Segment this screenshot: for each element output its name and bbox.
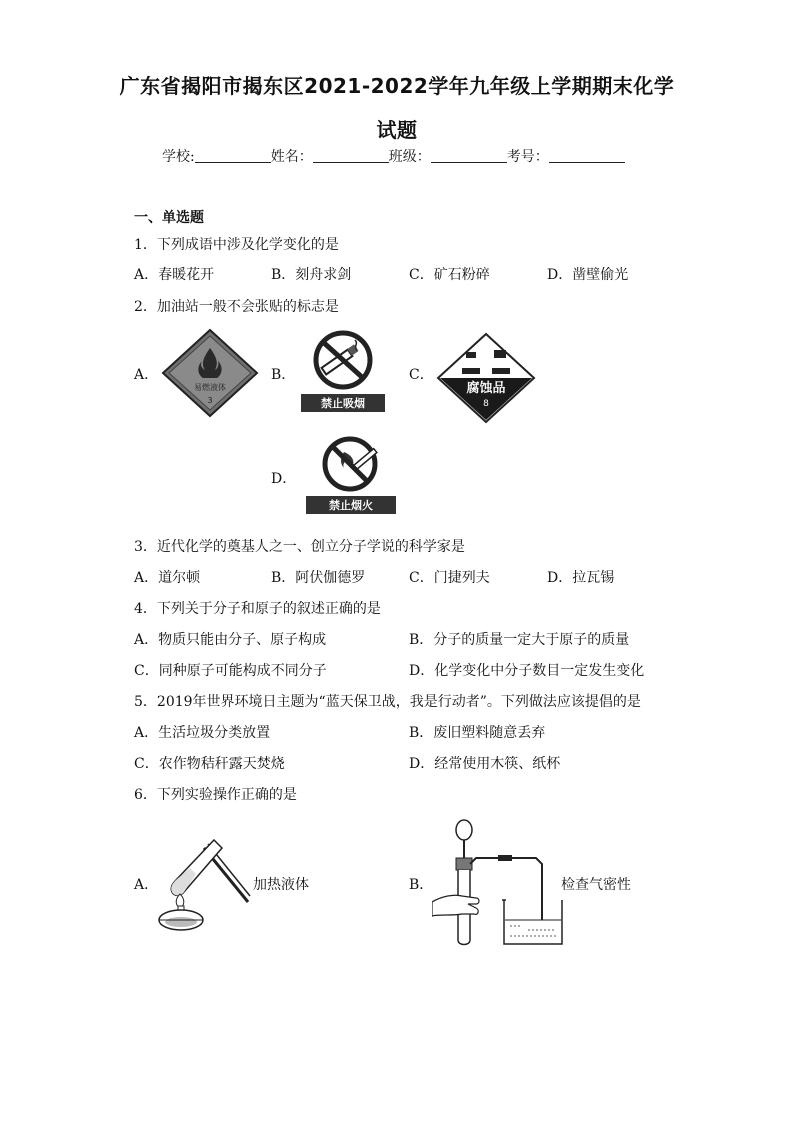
q5-stem: 5．2019年世界环境日主题为“蓝天保卫战，我是行动者”。下列做法应该提倡的是 xyxy=(134,694,641,710)
number-blank xyxy=(549,148,625,163)
q3-option-d: D．拉瓦锡 xyxy=(547,570,615,586)
student-info xyxy=(162,146,625,166)
q1-option-c: C．矿石粉碎 xyxy=(409,267,490,283)
sign-a-label: 易燃液体 xyxy=(194,383,226,392)
q4-option-c: C．同种原子可能构成不同分子 xyxy=(134,663,327,679)
q2-option-b: B． xyxy=(271,367,296,383)
q5-option-d: D．经常使用木筷、纸杯 xyxy=(409,756,561,772)
q6-option-a: A． xyxy=(134,877,159,893)
q4-option-a: A．物质只能由分子、原子构成 xyxy=(134,632,327,648)
heating-liquid-illustration xyxy=(150,834,254,934)
q5-option-a: A．生活垃圾分类放置 xyxy=(134,725,271,741)
q1-option-b: B．刻舟求剑 xyxy=(271,267,352,283)
class-label: 班级： xyxy=(388,149,431,165)
class-blank xyxy=(431,148,507,163)
page-title: 广东省揭阳市揭东区2021-2022学年九年级上学期期末化学 xyxy=(119,74,675,98)
page-title-line2: 试题 xyxy=(376,118,418,142)
gas-tightness-illustration xyxy=(432,818,574,950)
q3-stem: 3．近代化学的奠基人之一、创立分子学说的科学家是 xyxy=(134,539,465,555)
q5-option-c: C．农作物秸秆露天焚烧 xyxy=(134,756,285,772)
school-label: 学校: xyxy=(162,149,195,165)
sign-c-label: 腐蚀品 xyxy=(466,381,506,396)
q2-option-a: A． xyxy=(134,367,159,383)
number-label: 考号： xyxy=(506,149,549,165)
q6-stem: 6．下列实验操作正确的是 xyxy=(134,787,297,803)
q1-stem: 1．下列成语中涉及化学变化的是 xyxy=(134,237,339,253)
q1-option-d: D．凿壁偷光 xyxy=(547,267,629,283)
q3-option-b: B．阿伏伽德罗 xyxy=(271,570,366,586)
sign-a-class-number: 3 xyxy=(207,396,213,405)
q6-option-a-caption: 加热液体 xyxy=(253,877,309,893)
school-blank xyxy=(195,148,271,163)
section-heading: 一、单选题 xyxy=(134,210,204,226)
q6-option-b-caption: 检查气密性 xyxy=(561,877,631,893)
no-fire-sign xyxy=(304,436,398,516)
sign-d-caption: 禁止烟火 xyxy=(329,499,373,512)
sign-b-caption: 禁止吸烟 xyxy=(321,397,365,410)
q2-option-d: D． xyxy=(271,471,297,487)
flammable-liquid-sign xyxy=(161,328,259,418)
corrosive-sign xyxy=(436,332,536,424)
no-smoking-sign xyxy=(299,330,389,414)
sign-c-class-number: 8 xyxy=(483,399,489,409)
q4-option-b: B．分子的质量一定大于原子的质量 xyxy=(409,632,630,648)
q3-option-a: A．道尔顿 xyxy=(134,570,201,586)
q3-option-c: C．门捷列夫 xyxy=(409,570,490,586)
q2-option-c: C． xyxy=(409,367,434,383)
q6-option-b: B． xyxy=(409,877,434,893)
name-label: 姓名： xyxy=(270,149,313,165)
q4-option-d: D．化学变化中分子数目一定发生变化 xyxy=(409,663,645,679)
q5-option-b: B．废旧塑料随意丢弃 xyxy=(409,725,546,741)
q1-option-a: A．春暖花开 xyxy=(134,267,215,283)
q2-stem: 2．加油站一般不会张贴的标志是 xyxy=(134,299,339,315)
q4-stem: 4．下列关于分子和原子的叙述正确的是 xyxy=(134,601,381,617)
name-blank xyxy=(313,148,389,163)
